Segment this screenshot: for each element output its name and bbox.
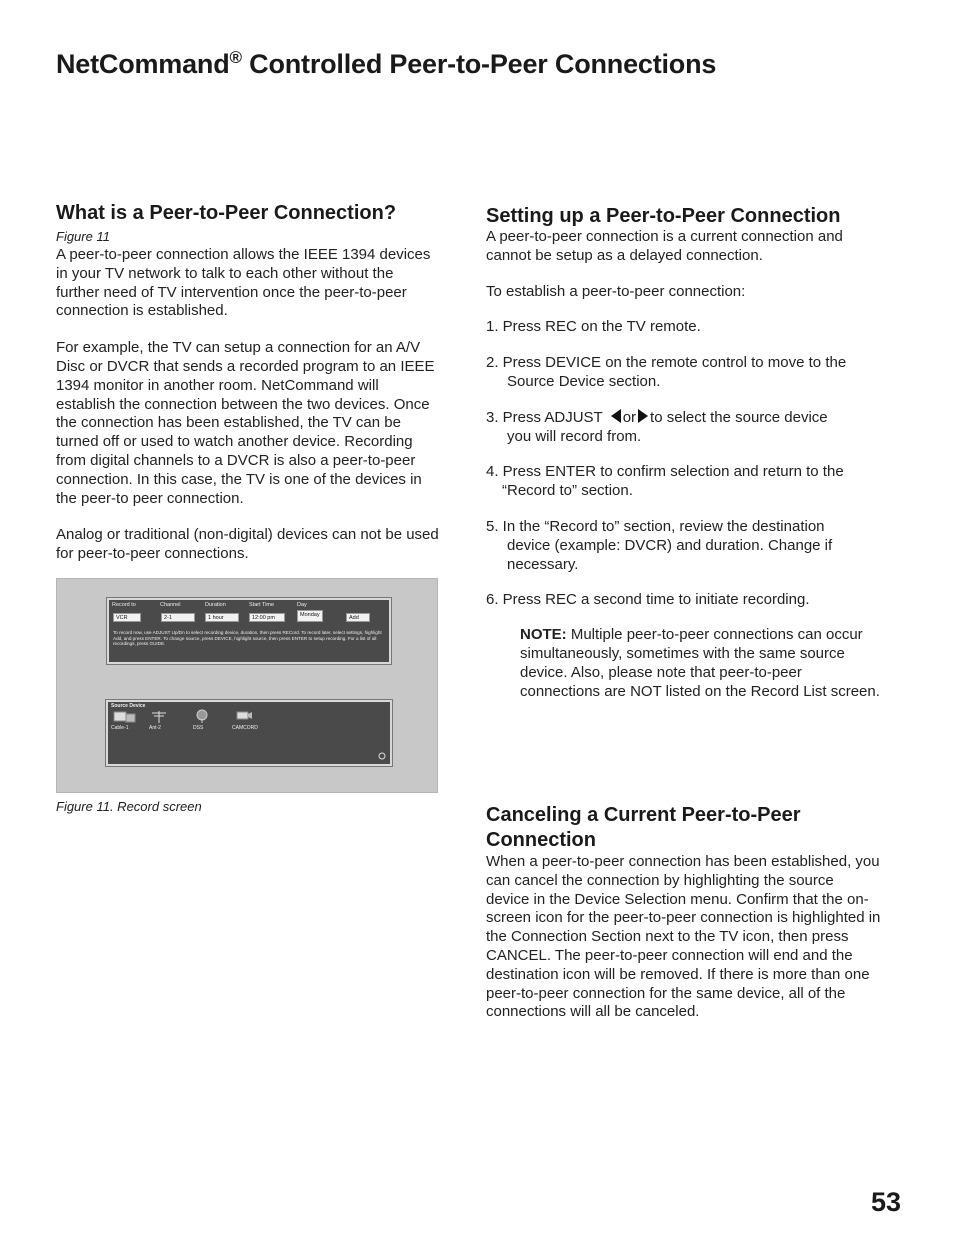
add-button: Add <box>346 613 370 622</box>
label-record-to: Record to <box>112 602 136 608</box>
duration-field: 1 hour <box>205 613 239 622</box>
step-2-line-1: 2. Press DEVICE on the remote control to move to the <box>486 354 847 372</box>
page-number: 53 <box>870 1187 901 1217</box>
source-device-panel <box>106 700 392 766</box>
figure-caption: Figure 11. Record screen <box>56 799 202 814</box>
device-ant-2: Ant-2 <box>149 725 161 731</box>
step-4-line-2: “Record to” section. <box>502 482 633 500</box>
step-2-line-2: Source Device section. <box>507 372 661 390</box>
record-settings-panel <box>107 598 391 664</box>
label-channel: Channel <box>160 602 181 608</box>
record-screen-figure <box>56 578 438 793</box>
label-day: Day <box>297 602 307 608</box>
para-example: For example, the TV can setup a connection for an A/V Disc or DVCR that sends a recorded program to an IEEE 1394 monitor in another room. NetCommand will establish the connection between the two devices. Once the connection has been established, the TV can be turned off or used to watch another device. Recording from digital channels to a DVCR is also a peer-to-peer connection. In this case, the TV is one of the devices in the peer-to peer connection. <box>56 339 435 507</box>
left-text-block <box>56 246 440 564</box>
step-3-or: or <box>622 408 637 426</box>
record-instructions: To record now, use ADJUST Up/Dn to select recording device, duration, then press RECord. To record later, select settings, highlight Add, and press ENTER. To change source, press DEVICE, highlight source, then press ENTER to setup recording. For a list of all recordings, press GUIDE. <box>113 630 382 647</box>
source-device-label: Source Device <box>111 703 146 709</box>
cancel-heading: Canceling a Current Peer-to-Peer Connection <box>486 804 801 851</box>
step-3-text-c: to select the source device <box>650 408 828 426</box>
device-cable-1: Cable-1 <box>111 725 129 731</box>
step-3-text-a: 3. Press ADJUST <box>486 408 603 426</box>
right-arrow-icon <box>638 409 648 423</box>
cancel-text-block <box>486 853 881 1022</box>
corner-logo-icon <box>378 752 386 760</box>
left-arrow-icon <box>611 409 621 423</box>
device-camcord: CAMCORD <box>232 725 258 731</box>
para-definition: A peer-to-peer connection allows the IEEE 1394 devices in your TV network to talk to each other without the further need of TV intervention once the peer-to-peer connection is established. <box>56 246 431 320</box>
note-label: NOTE: <box>520 626 567 644</box>
figure-ref: Figure 11 <box>56 229 110 244</box>
what-is-heading: What is a Peer-to-Peer Connection? <box>56 202 397 224</box>
setup-intro: A peer-to-peer connection is a current connection and cannot be setup as a delayed connection. <box>486 228 843 264</box>
antenna-icon <box>150 710 168 724</box>
setup-text-block <box>486 228 881 701</box>
registered-mark: ® <box>229 48 242 67</box>
step-1: 1. Press REC on the TV remote. <box>486 318 701 336</box>
start-time-field: 12:00 pm <box>249 613 285 622</box>
para-analog: Analog or traditional (non-digital) devices can not be used for peer-to-peer connections. <box>56 526 439 563</box>
label-duration: Duration <box>205 602 226 608</box>
channel-field: 2-1 <box>161 613 195 622</box>
step-5-line-1: 5. In the “Record to” section, review the destination <box>486 517 825 535</box>
setup-heading: Setting up a Peer-to-Peer Connection <box>486 205 841 227</box>
cancel-text: When a peer-to-peer connection has been established, you can cancel the connection by highlighting the source device in the Device Selection menu. Confirm that the on-screen icon for the peer-to-peer connection is highlighted in the Connection Section next to the TV icon, then press CANCEL. The peer-to-peer connection will end and the destination icon will be removed. If there is more than one peer-to-peer connection for the same device, all of the connections will all be canceled. <box>486 853 881 1021</box>
page-title <box>56 48 716 80</box>
cable-box-icon <box>113 710 137 724</box>
step-3-line-1 <box>486 409 881 428</box>
day-field: Monday <box>297 610 323 622</box>
label-start-time: Start Time <box>249 602 275 608</box>
establish-line: To establish a peer-to-peer connection: <box>486 282 746 300</box>
title-rest: Controlled Peer-to-Peer Connections <box>241 49 717 79</box>
step-3-line-2: you will record from. <box>507 427 642 445</box>
satellite-dish-icon <box>194 709 210 724</box>
note-text: Multiple peer-to-peer connections can occur simultaneously, sometimes with the same source device. Also, please note that peer-to-peer connections are NOT listed on the Record List screen. <box>520 626 880 700</box>
step-4 <box>486 463 881 501</box>
step-5-line-2: device (example: DVCR) and duration. Change if necessary. <box>507 536 833 573</box>
camcorder-icon <box>235 709 253 723</box>
step-6: 6. Press REC a second time to initiate recording. <box>486 591 810 609</box>
step-2 <box>486 354 881 392</box>
note-block <box>486 626 880 701</box>
title-main: NetCommand <box>56 49 230 79</box>
device-dss: DSS <box>193 725 204 731</box>
step-3 <box>486 409 881 447</box>
record-to-field: VCR <box>113 613 141 622</box>
step-4-line-1: 4. Press ENTER to confirm selection and return to the <box>486 463 844 481</box>
step-5 <box>486 518 881 574</box>
